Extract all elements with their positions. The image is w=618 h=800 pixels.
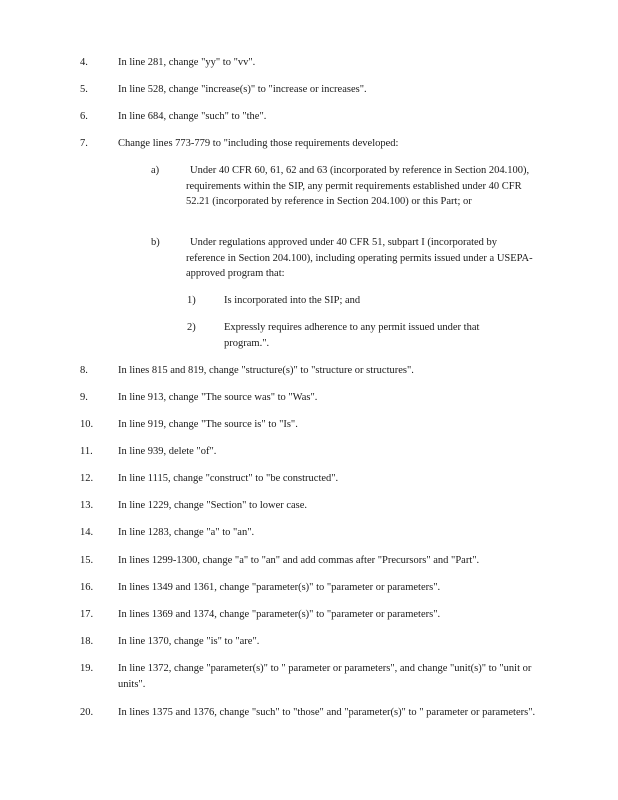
item-number: 17.	[80, 609, 94, 620]
item-number: 14.	[80, 527, 94, 538]
item-number: 12.	[80, 473, 94, 484]
item-number: 9.	[80, 392, 88, 403]
item-text: In lines 1299-1300, change "a" to "an" and add commas after "Precursors" and "Part".	[118, 555, 480, 566]
item-text: In line 281, change "yy" to "vv".	[118, 57, 256, 68]
item-text: In lines 815 and 819, change "structure(s)" to "structure or structures".	[118, 365, 414, 376]
item-number: 19.	[80, 663, 94, 674]
item-text: In line 1283, change "a" to "an".	[118, 527, 255, 538]
item-number: 10.	[80, 419, 94, 430]
item-number: 15.	[80, 555, 94, 566]
item-number: 6.	[80, 111, 88, 122]
item-number: 5.	[80, 84, 88, 95]
sub-item-label: a)	[151, 165, 160, 176]
item-text: In line 1229, change "Section" to lower case.	[118, 500, 308, 511]
item-number: 7.	[80, 138, 88, 149]
item-text: In lines 1375 and 1376, change "such" to "those" and "parameter(s)" to " parameter or parameters".	[118, 707, 536, 718]
item-number: 16.	[80, 582, 94, 593]
item-text: In line 1372, change "parameter(s)" to " parameter or parameters", and change "unit(s)" to "unit or units".	[118, 663, 532, 690]
item-text: In line 684, change "such" to "the".	[118, 111, 267, 122]
sub-item-label: b)	[151, 237, 160, 248]
item-number: 18.	[80, 636, 94, 647]
item-text: In line 913, change "The source was" to "Was".	[118, 392, 318, 403]
item-text: In line 528, change "increase(s)" to "increase or increases".	[118, 84, 367, 95]
item-number: 20.	[80, 707, 94, 718]
item-text: In line 919, change "The source is" to "Is".	[118, 419, 298, 430]
item-text: In line 1115, change "construct" to "be constructed".	[118, 473, 339, 484]
sub-item-text: Under 40 CFR 60, 61, 62 and 63 (incorporated by reference in Section 204.100), requirements within the SIP, any permit requirements established under 40 CFR 52.21 (incorporated by reference in Section 204.100) or this Part; or	[186, 165, 530, 207]
sub-sub-item-label: 2)	[187, 322, 196, 333]
item-number: 8.	[80, 365, 88, 376]
sub-item-text: Under regulations approved under 40 CFR 51, subpart I (incorporated by reference in Section 204.100), including operating permits issued under a USEPA-approved program that:	[186, 237, 533, 279]
item-text: In line 1370, change "is" to "are".	[118, 636, 260, 647]
item-number: 4.	[80, 57, 88, 68]
sub-sub-item-label: 1)	[187, 295, 196, 306]
sub-sub-item-text: Is incorporated into the SIP; and	[224, 295, 361, 306]
item-number: 11.	[80, 446, 93, 457]
sub-sub-item-text: Expressly requires adherence to any permit issued under that program.".	[224, 322, 480, 349]
item-text: In lines 1369 and 1374, change "parameter(s)" to "parameter or parameters".	[118, 609, 441, 620]
item-number: 13.	[80, 500, 94, 511]
item-text: In line 939, delete "of".	[118, 446, 217, 457]
item-text: Change lines 773-779 to "including those requirements developed:	[118, 138, 399, 149]
item-text: In lines 1349 and 1361, change "parameter(s)" to "parameter or parameters".	[118, 582, 441, 593]
